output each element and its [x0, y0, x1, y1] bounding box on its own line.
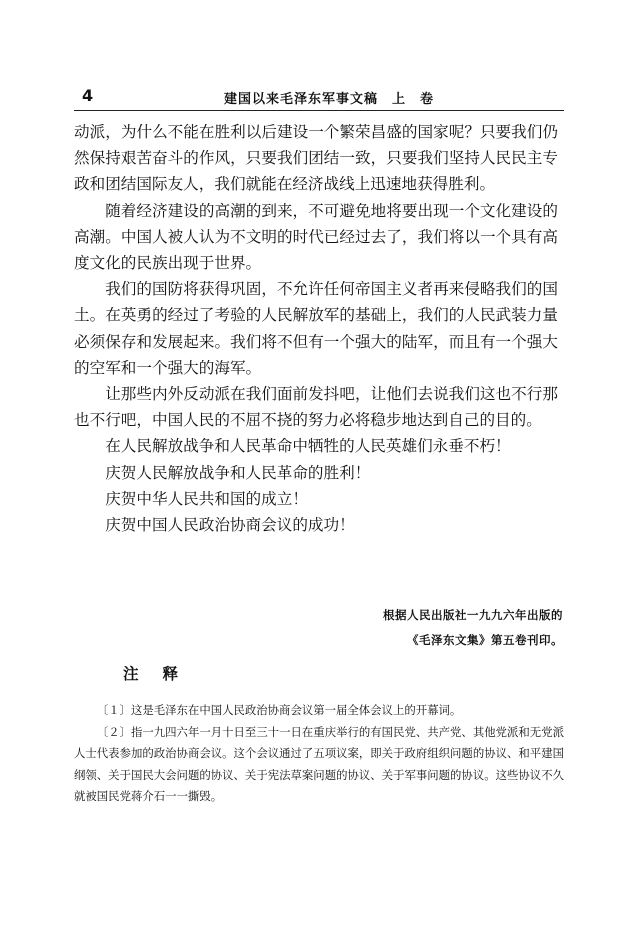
- notes-heading: 注释: [123, 665, 203, 683]
- slogan-4: 庆贺中国人民政治协商会议的成功！: [105, 516, 355, 535]
- source-citation: [383, 603, 563, 653]
- paragraph-3: 我们的国防将获得巩固，不允许任何帝国主义者再来侵略我们的国土。在英勇的经过了考验的人民解放军的基础上，我们的人民武装力量必须保存和发展起来。我们将不但有一个强大的陆军，而且有一个强大的空军和一个强大的海军。: [74, 280, 558, 377]
- note-1: 〔１〕这是毛泽东在中国人民政治协商会议第一届全体会议上的开幕词。: [96, 703, 462, 717]
- main-text: [74, 119, 558, 538]
- source-line-2: 《毛泽东文集》第五卷刊印。: [407, 633, 563, 647]
- note-2: 〔２〕指一九四六年一月十日至三十一日在重庆举行的有国民党、共产党、其他党派和无党派人士代表参加的政治协商会议。这个会议通过了五项议案，即关于政府组织问题的协议、和平建国纲领、关于国民大会问题的协议、关于宪法草案问题的协议、关于军事问题的协议。这些协议不久就被国民党蒋介石一一撕毁。: [74, 724, 564, 803]
- paragraph-4: 让那些内外反动派在我们面前发抖吧，让他们去说我们这也不行那也不行吧，中国人民的不屈不挠的努力必将稳步地达到自己的目的。: [74, 385, 558, 430]
- slogan-2: 庆贺人民解放战争和人民革命的胜利！: [105, 463, 371, 482]
- slogan-1: 在人民解放战争和人民革命中牺牲的人民英雄们永垂不朽！: [105, 437, 511, 456]
- source-line-1: 根据人民出版社一九九六年出版的: [383, 608, 563, 622]
- running-title: 建国以来毛泽东军事文稿 上 卷: [224, 92, 435, 107]
- paragraph-2: 随着经济建设的高潮的到来，不可避免地将要出现一个文化建设的高潮。中国人被人认为不文明的时代已经过去了，我们将以一个具有高度文化的民族出现于世界。: [74, 201, 558, 273]
- page-header: [74, 86, 564, 110]
- notes-section: [74, 700, 564, 808]
- header-rule: [74, 110, 564, 111]
- page-number: 4: [82, 86, 94, 105]
- slogan-3: 庆贺中华人民共和国的成立！: [105, 489, 308, 508]
- paragraph-1: 动派，为什么不能在胜利以后建设一个繁荣昌盛的国家呢？只要我们仍然保持艰苦奋斗的作风，只要我们团结一致，只要我们坚持人民民主专政和团结国际友人，我们就能在经济战线上迅速地获得胜利。: [74, 123, 558, 194]
